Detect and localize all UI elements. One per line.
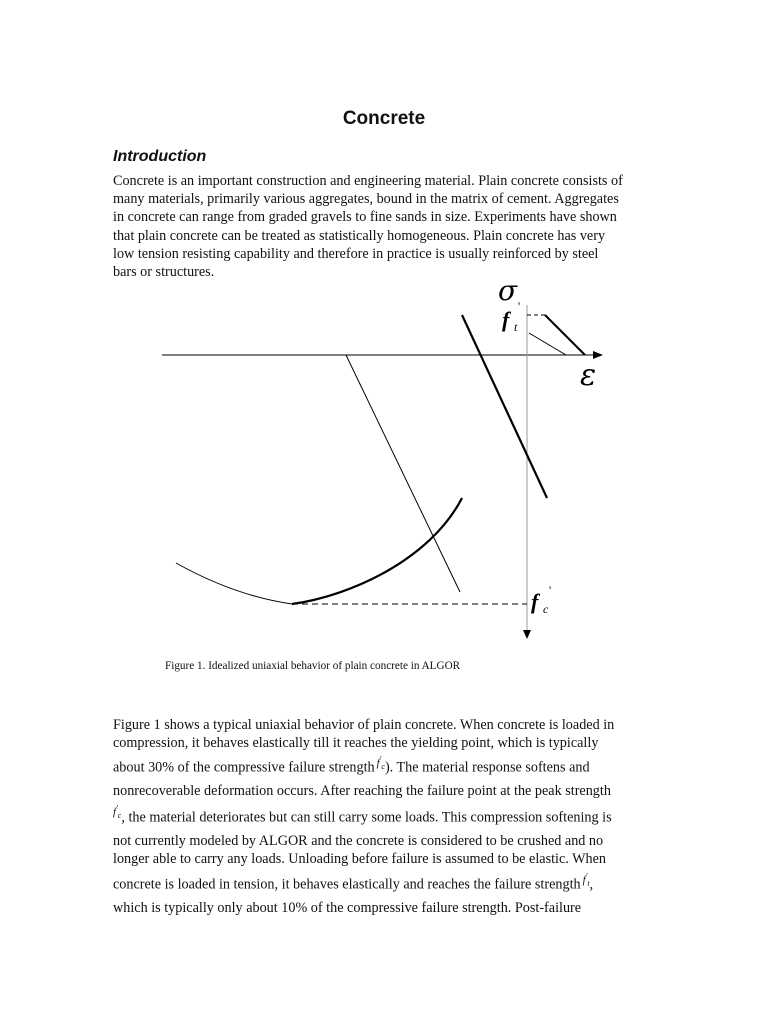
- line-text: ). The material response softens and: [384, 760, 590, 777]
- paragraph-line: Concrete is an important construction and engineering material. Plain concrete consists of: [113, 173, 623, 189]
- line-text: about 30% of the compressive failure strength: [113, 760, 375, 777]
- ft-symbol: [582, 871, 590, 888]
- fc-symbol-letter: f: [376, 757, 380, 770]
- line-text: concrete is loaded in tension, it behaves elastically and reaches the failure strength: [113, 876, 581, 893]
- unloading-line: [462, 315, 547, 498]
- paragraph-line: [113, 873, 658, 899]
- fc-label: f: [531, 589, 539, 614]
- paragraph-line: [113, 803, 658, 832]
- figure-caption: Figure 1. Idealized uniaxial behavior of plain concrete in ALGOR: [165, 660, 461, 672]
- fc-symbol-letter: f: [113, 806, 117, 819]
- ft-prime: ': [518, 299, 521, 313]
- paragraph-line: many materials, primarily various aggregates, bound in the matrix of cement. Aggregates: [113, 191, 619, 208]
- section-heading: Introduction: [113, 148, 207, 165]
- line-text: ,: [589, 876, 594, 893]
- elastic-reference-line: [346, 355, 460, 592]
- paragraph-line: not currently modeled by ALGOR and the concrete is considered to be crushed and no: [113, 832, 604, 849]
- fc-symbol-sub: c: [381, 762, 385, 772]
- compression-loading-curve: [292, 498, 462, 604]
- sigma-label: σ: [498, 274, 518, 307]
- fc-subscript: c: [543, 602, 549, 616]
- paragraph-line: that plain concrete can be treated as statistically homogeneous. Plain concrete has very: [113, 227, 606, 244]
- fc-symbol-prime: ': [116, 803, 118, 813]
- ft-label: f: [502, 307, 510, 332]
- fc-symbol-sub: c: [117, 811, 122, 821]
- paragraph-line: nonrecoverable deformation occurs. After reaching the failure point at the peak strength: [113, 783, 611, 800]
- ft-subscript: t: [514, 320, 518, 334]
- fc-symbol-prime: ': [379, 754, 382, 764]
- paragraph-line: compression, it behaves elastically till it reaches the yielding point, which is typically: [113, 735, 599, 752]
- paragraph-line: longer able to carry any loads. Unloading before failure is assumed to be elastic. When: [113, 850, 606, 867]
- ft-symbol-prime: ': [585, 871, 588, 881]
- paragraph-line: in concrete can range from graded gravels to fine sands in size. Experiments have shown: [113, 209, 617, 226]
- stress-axis-arrow: [523, 630, 531, 639]
- tension-softening-line: [545, 315, 585, 355]
- ft-symbol-sub: t: [587, 878, 590, 888]
- fc-symbol: [113, 803, 122, 821]
- fc-prime: ': [549, 583, 552, 597]
- body-paragraph: [113, 716, 658, 917]
- fc-symbol: [376, 754, 385, 772]
- paragraph-line: [113, 756, 658, 782]
- compression-softening-curve: [176, 563, 292, 604]
- document-title: Concrete: [342, 108, 426, 129]
- paragraph-line: bars or structures.: [113, 264, 215, 281]
- line-text: , the material deteriorates but can still carry some loads. This compression softening is: [121, 809, 612, 826]
- paragraph-line: low tension resisting capability and therefore in practice is usually reinforced by steel: [113, 245, 599, 262]
- tension-elastic-line: [529, 333, 566, 355]
- paragraph-line: which is typically only about 10% of the compressive failure strength. Post-failure: [113, 900, 582, 917]
- paragraph-line: Figure 1 shows a typical uniaxial behavior of plain concrete. When concrete is loaded in: [113, 717, 615, 733]
- epsilon-label: ε: [580, 358, 597, 393]
- ft-symbol-letter: f: [582, 873, 586, 886]
